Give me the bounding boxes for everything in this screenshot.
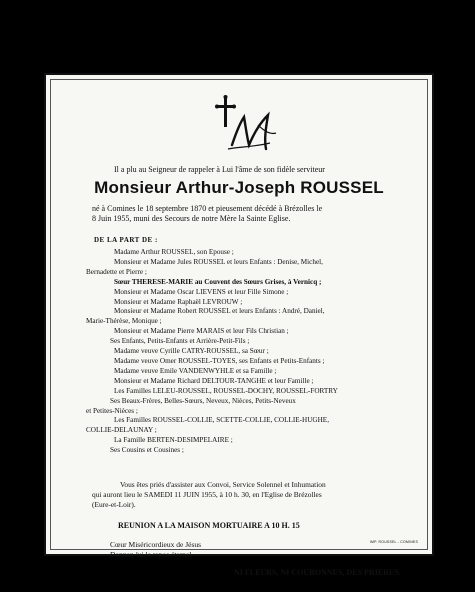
no-flowers-notice: NI FLEURS, NI COURONNES, DES PRIERES. (234, 568, 401, 577)
family-line: Ses Cousins et Cousines ; (110, 446, 184, 455)
cross-monogram-emblem (214, 95, 284, 155)
invitation-line: Vous êtes priés d'assister aux Convoi, Service Solennel et Inhumation (120, 480, 326, 489)
family-line: Bernadette et Pierre ; (86, 267, 147, 276)
family-line: Monsieur et Madame Robert ROUSSEL et leurs Enfants : André, Daniel, (114, 307, 325, 316)
family-line: COLLIE-DELAUNAY ; (86, 426, 157, 435)
invitation-line: qui auront lieu le SAMEDI 11 JUIN 1955, à 10 h. 30, en l'Eglise de Brézolles (92, 490, 322, 499)
de-la-part-heading: DE LA PART DE : (94, 236, 158, 244)
family-list (86, 248, 422, 456)
death-line: 8 Juin 1955, muni des Secours de notre Mère la Sainte Eglise. (92, 214, 291, 223)
birth-death-info (92, 204, 422, 224)
family-line: Les Familles LELEU-ROUSSEL, ROUSSEL-DOCHY, ROUSSEL-FORTRY (114, 386, 338, 395)
family-line: Les Familles ROUSSEL-COLLIE, SCETTE-COLLIE, COLLIE-HUGHE, (114, 416, 329, 425)
family-line: Ses Beaux-Frères, Belles-Sœurs, Neveux, Nièces, Petits-Neveux (110, 396, 296, 405)
family-line: Ses Enfants, Petits-Enfants et Arrière-Petit-Fils ; (110, 337, 250, 346)
family-line: Madame veuve Omer ROUSSEL-TOYES, ses Enfants et Petits-Enfants ; (114, 356, 325, 365)
family-line: Monsieur et Madame Pierre MARAIS et leur Fils Christian ; (114, 327, 289, 336)
printer-mark: IMP. ROUSSEL - COMINES (369, 540, 418, 544)
family-line: Monsieur et Madame Oscar LIEVENS et leur Fille Simone ; (114, 287, 289, 296)
family-line: Madame Arthur ROUSSEL, son Epouse ; (114, 248, 234, 256)
family-line: Monsieur et Madame Raphaël LEVROUW ; (114, 297, 243, 306)
prayer-line: Cœur Miséricordieux de Jésus (110, 540, 202, 549)
family-line: Monsieur et Madame Richard DELTOUR-TANGHE et leur Famille ; (114, 376, 314, 385)
intro-text: Il a plu au Seigneur de rappeler à Lui l'âme de son fidèle serviteur (114, 165, 325, 174)
prayer (110, 540, 201, 559)
family-line: Monsieur et Madame Jules ROUSSEL et leurs Enfants : Denise, Michel, (114, 257, 323, 266)
invitation-line: (Eure-et-Loir). (92, 500, 136, 509)
funeral-notice-card (44, 73, 434, 577)
family-line: Sœur THERESE-MARIE au Couvent des Sœurs Grises, à Vernicq ; (114, 277, 322, 286)
reunion-notice: REUNION A LA MAISON MORTUAIRE A 10 H. 15 (118, 521, 300, 530)
deceased-name: Monsieur Arthur-Joseph ROUSSEL (94, 178, 384, 197)
prayer-line: Donnez-lui le repos éternel. (110, 549, 194, 559)
birth-line: né à Comines le 18 septembre 1870 et pieusement décédé à Brézolles le (92, 204, 323, 213)
family-line: Marie-Thérèse, Monique ; (86, 317, 162, 326)
family-line: et Petites-Nièces ; (86, 406, 138, 415)
family-line: Madame veuve Cyrille CATRY-ROUSSEL, sa Sœur ; (114, 347, 269, 356)
family-line: La Famille BERTEN-DESIMPELAIRE ; (114, 436, 233, 445)
invitation-text (92, 480, 424, 510)
family-line: Madame veuve Emile VANDENWYHLE et sa Famille ; (114, 366, 277, 375)
